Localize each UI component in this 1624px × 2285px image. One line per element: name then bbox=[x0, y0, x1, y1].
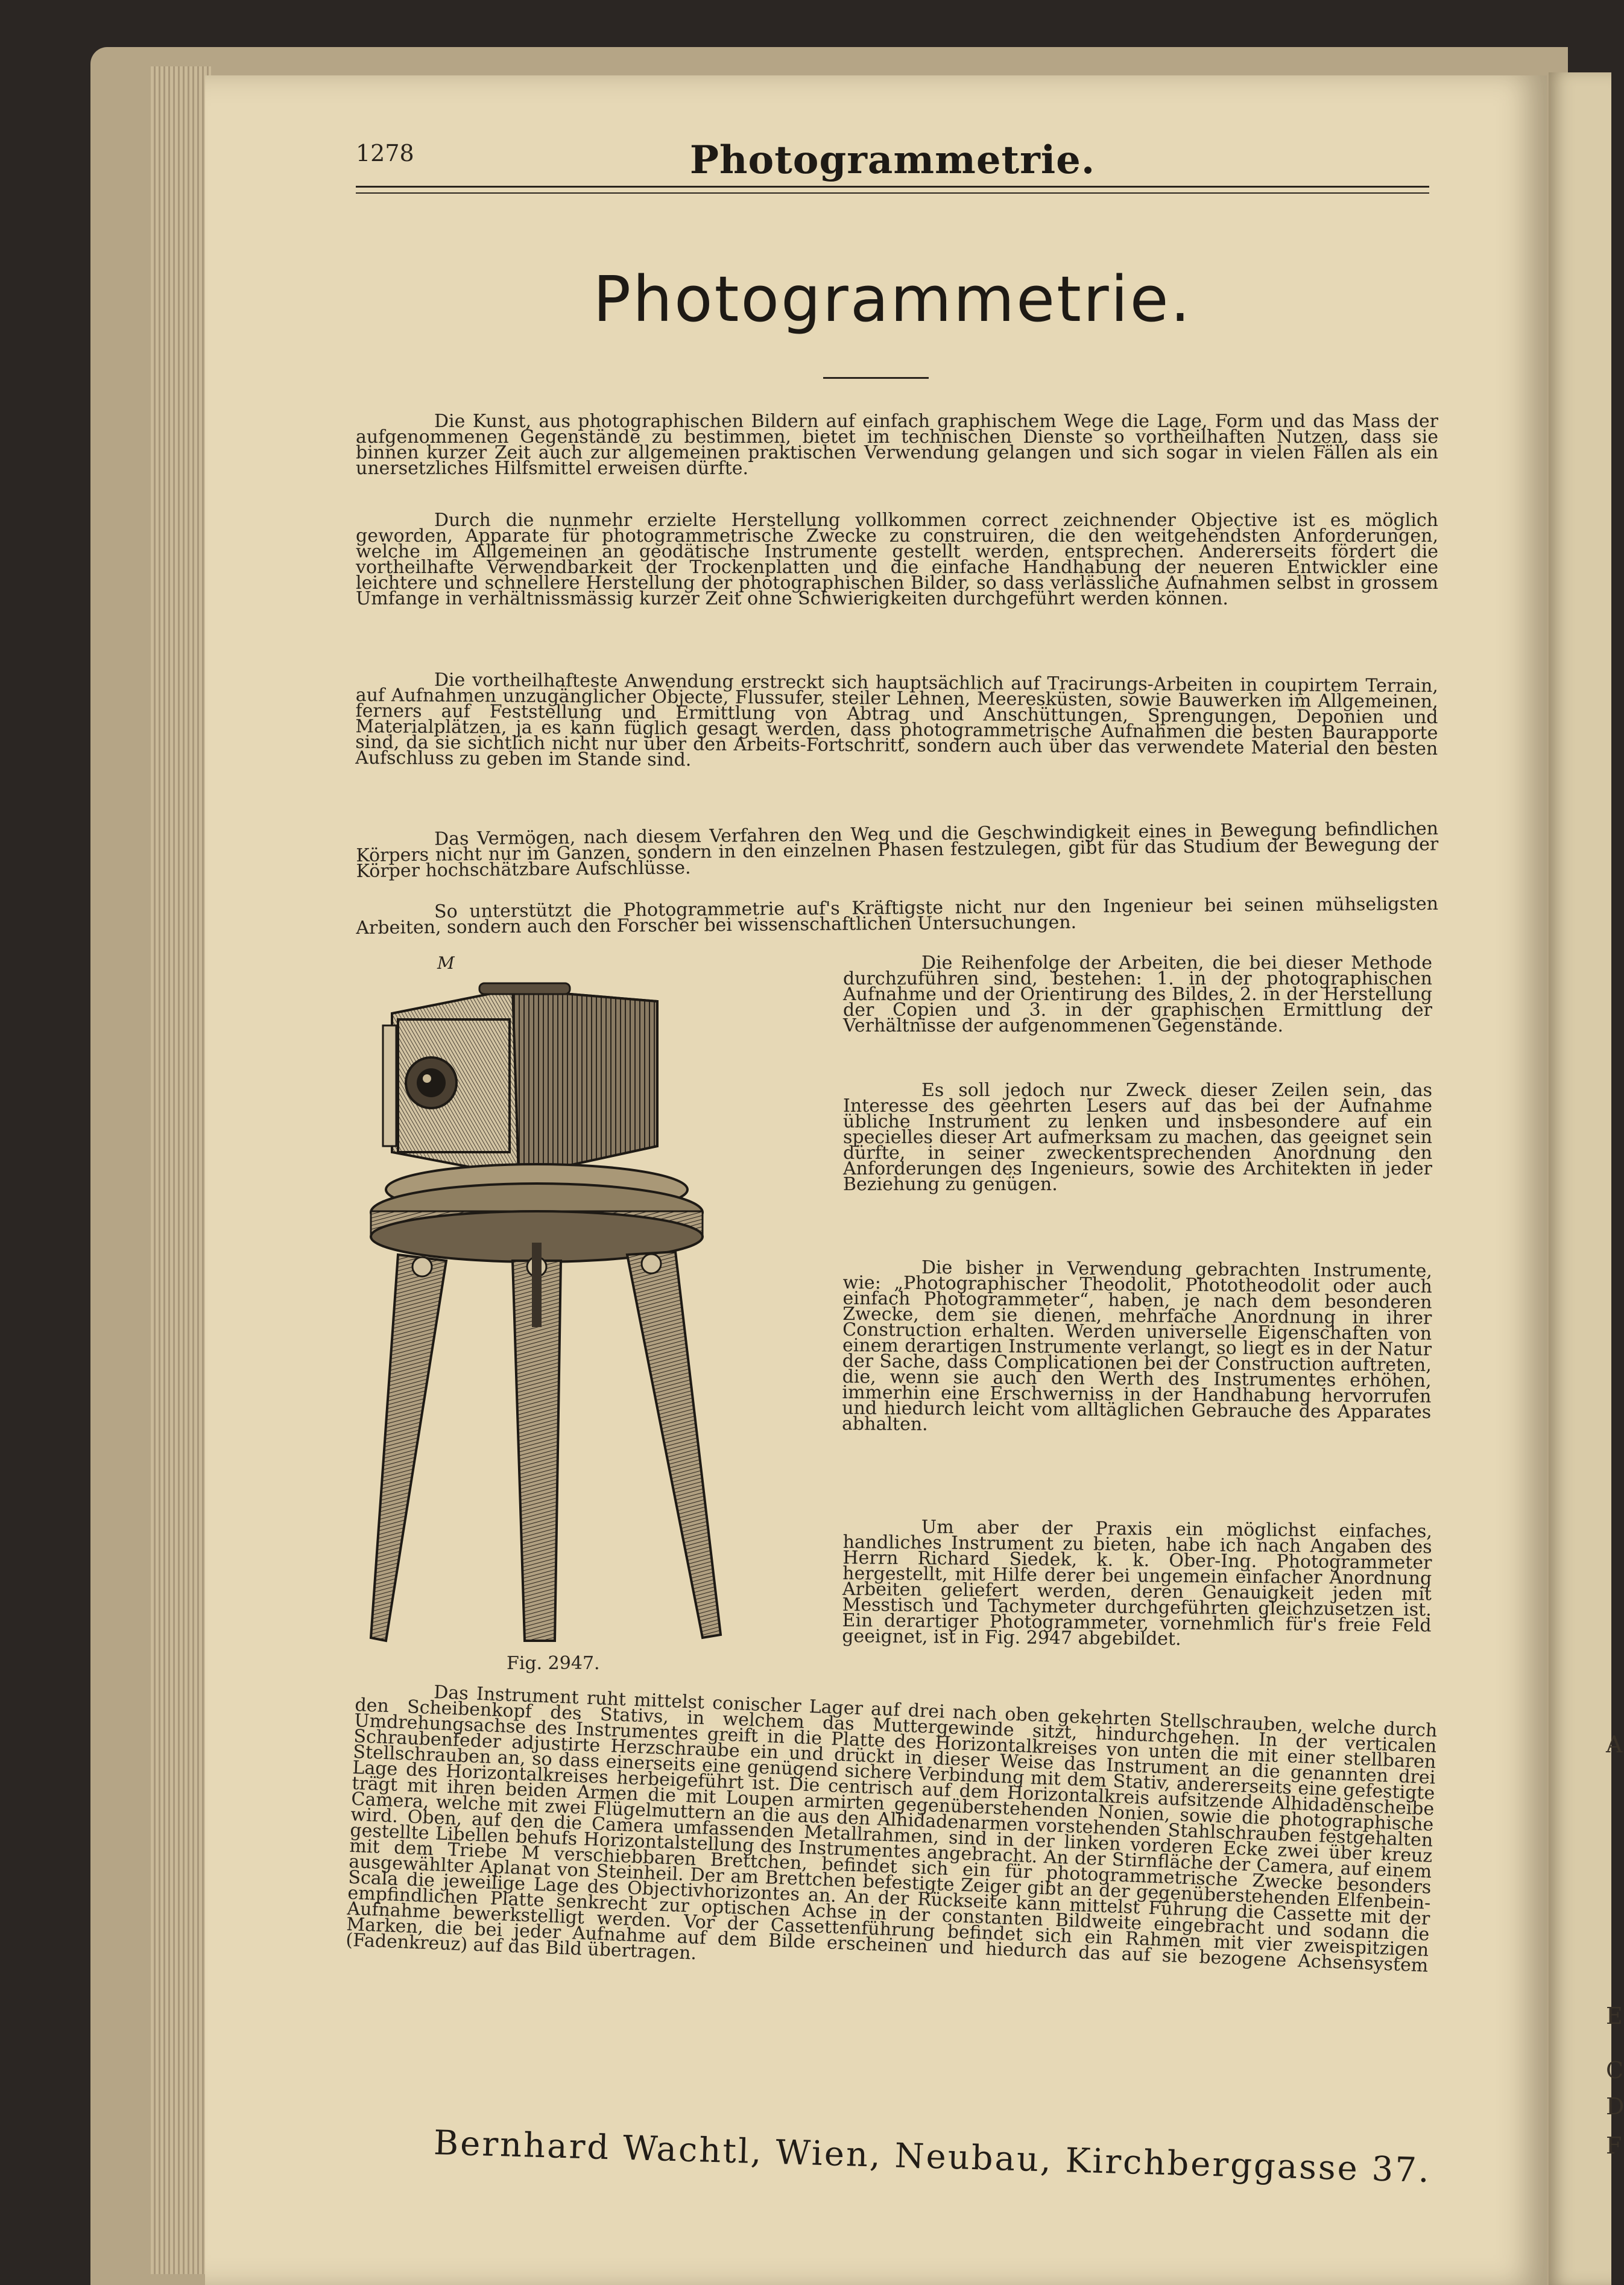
paragraph: So unterstützt die Photogrammetrie auf's Kräftigste nicht nur den Ingenieur bei seinen mühseligsten Arbeiten, sondern auch den Forscher bei wissenschaftlichen Untersuchungen. bbox=[356, 893, 1439, 939]
running-title: Photogrammetrie. bbox=[689, 138, 1096, 183]
adjacent-margin-letter: F bbox=[1606, 2132, 1622, 2159]
figure bbox=[374, 953, 766, 1674]
adjacent-margin-letter: C bbox=[1606, 2057, 1624, 2084]
page-edges bbox=[151, 66, 211, 2274]
page-number: 1278 bbox=[356, 140, 414, 166]
paragraph: Um aber der Praxis ein möglichst einfaches, handliches Instrument zu bieten, habe ich nach Angaben des Herrn Richard Siedek, k. k. Ober-Ing. Photogrammeter hergestellt, mit Hilfe derer bei ungemein einfacher Anordnung Arbeiten geliefert werden, deren Genauigkeit jeden mit Messtisch und Tachymeter durchgeführten gleichzusetzen ist. Ein derartiger Photogrammeter, vornehmlich für's freie Feld geeignet, ist in Fig. 2947 abgebildet. bbox=[842, 1516, 1433, 1650]
camera-tripod-illustration bbox=[374, 977, 766, 1647]
adjacent-margin-letter: A bbox=[1606, 1731, 1623, 1758]
paragraph: Die Kunst, aus photographischen Bildern auf einfach graphischem Wege die Lage, Form und das Mass der aufgenommenen Gegenstände zu bestimmen, bietet im technischen Dienste so vortheilhaften Nutzen, dass sie binnen kurzer Zeit auch zur allgemeinen praktischen Verwendung gelangen und sich sogar in vielen Fällen als ein unersetzliches Hilfsmittel erweisen dürfte. bbox=[356, 411, 1438, 479]
adjacent-margin-letter: D bbox=[1606, 2093, 1624, 2120]
adjacent-margin-letter: E bbox=[1606, 2003, 1623, 2029]
header-rule bbox=[356, 186, 1429, 194]
paragraph: Es soll jedoch nur Zweck dieser Zeilen sein, das Interesse des geehrten Lesers auf das bei der Aufnahme übliche Instrument zu lenken und insbesondere auf ein specielles dieser Art aufmerksam zu machen, das geeignet sein dürfte, in seiner zweckentsprechenden Anordnung den Anforderungen des Ingenieurs, sowie des Architekten in jeder Beziehung zu genügen. bbox=[843, 1080, 1432, 1195]
paragraph: Das Instrument ruht mittelst conischer Lager auf drei nach oben gekehrten Stellschrauben, welche durch den Scheibenkopf des Stativs, in welchem das Muttergewinde sitzt, hindurchgehen. In der verticalen Umdrehungsachse des Instrumentes greift in die Platte des Horizontalkreises von unten die mit einer stellbaren Schraubenfeder adjustirte Herzschraube ein und drückt in dieser Weise das Instrument an die genannten drei Stellschrauben an, so dass einerseits eine genügend sichere Verbindung mit dem Stativ, andererseits eine gefestigte Lage des Horizontalkreises herbeigeführt ist. Die centrisch auf dem Horizontalkreis aufsitzende Alhidadenscheibe trägt mit ihren beiden Armen die mit Loupen armirten gegenüberstehenden Nonien, sowie die photographische Camera, welche mit zwei Flügelmuttern an die aus den Alhidadenarmen vorstehenden Stahlschrauben festgehalten wird. Oben, auf den die Camera umfassenden Metallrahmen, sind in der linken vorderen Ecke zwei über kreuz gestellte Libellen behufs Horizontalstellung des Instrumentes angebracht. An der Stirnfläche der Camera, auf einem mit dem Triebe M verschiebbaren Brettchen, befindet sich ein für photogrammetrische Zwecke besonders ausgewählter Aplanat von Steinheil. Der am Brettchen befestigte Zeiger gibt an der gegenüberstehenden Elfenbein-Scala die jeweilige Lage des Objectivhorizontes an. An der Rückseite kann mittelst Führung die Cassette mit der empfindlichen Platte senkrecht zur optischen Achse in der constanten Bildweite eingebracht und sodann die Aufnahme bewerkstelligt werden. Vor der Cassettenführung befindet sich ein Rahmen mit vier zweispitzigen Marken, die bei jeder Aufnahme auf dem Bilde erscheinen und hiedurch das auf sie bezogene Achsensystem (Fadenkreuz) auf das Bild übertragen. bbox=[345, 1681, 1438, 1977]
elfenbein-scale bbox=[383, 1025, 396, 1146]
publisher-imprint: Bernhard Wachtl, Wien, Neubau, Kirchberggasse 37. bbox=[433, 2123, 1432, 2191]
paragraph: Die vortheilhafteste Anwendung erstreckt sich hauptsächlich auf Tracirungs-Arbeiten in coupirtem Terrain, auf Aufnahmen unzugänglicher Objecte, Flussufer, steiler Lehnen, Meeresküsten, sowie Bauwerken im Allgemeinen, ferners auf Feststellung und Ermittlung von Abtrag und Anschüttungen, Sprengungen, Deponien und Materialplätzen, ja es kann füglich gesagt werden, dass photogrammetrische Aufnahmen die besten Baurapporte sind, da sie sichtlich nicht nur über den Arbeits-Fortschritt, sondern auch über das verwendete Material den besten Aufschluss zu geben im Stande sind. bbox=[355, 669, 1438, 771]
lens bbox=[406, 1057, 457, 1108]
paragraph: Das Vermögen, nach diesem Verfahren den Weg und die Geschwindigkeit eines in Bewegung befindlichen Körpers nicht nur im Ganzen, sondern in den einzelnen Phasen festzulegen, gibt für das Studium der Bewegung der Körper hochschätzbare Aufschlüsse. bbox=[356, 818, 1439, 882]
tripod-legs bbox=[371, 1243, 721, 1641]
adjacent-page bbox=[1549, 72, 1624, 2285]
article-title: Photogrammetrie. bbox=[593, 262, 1192, 336]
paragraph: Die Reihenfolge der Arbeiten, die bei dieser Methode durchzuführen sind, bestehen: 1. in der photographischen Aufnahme und der Orientirung des Bildes, 2. in der Herstellung der Copien und 3. in der graphischen Ermittlung der Verhältnisse der aufgenommenen Gegenstände. bbox=[843, 952, 1432, 1036]
paragraph: Die bisher in Verwendung gebrachten Instrumente, wie: „Photographischer Theodolit, Phototheodolit oder auch einfach Photogrammeter“, haben, je nach dem besonderen Zwecke, dem sie dienen, mehrfache Anordnung in ihrer Construction erhalten. Werden universelle Eigenschaften von einem derartigen Instrumente verlangt, so liegt es in der Natur der Sache, dass Complicationen bei der Construction auftreten, die, wenn sie auch den Werth des Instrumentes erhöhen, immerhin eine Erschwerniss in der Handhabung hervorrufen und hiedurch leicht vom alltäglichen Gebrauche des Apparates abhalten. bbox=[841, 1257, 1433, 1435]
paragraph: Durch die nunmehr erzielte Herstellung vollkommen correct zeichnender Objective ist es möglich geworden, Apparate für photogrammetrische Zwecke zu construiren, die den weitgehendsten Anforderungen, welche im Allgemeinen an geodätische Instrumente gestellt werden, entsprechen. Andererseits fördert die vortheilhafte Verwendbarkeit der Trockenplatten und die einfache Handhabung der neueren Entwickler eine leichtere und schnellere Herstellung der photographischen Bilder, so dass verlässliche Aufnahmen selbst in grossem Umfange in verhältnissmässig kurzer Zeit ohne Schwierigkeiten durchgeführt werden können. bbox=[356, 510, 1438, 609]
figure-label-letter: M bbox=[437, 953, 455, 973]
figure-caption: Fig. 2947. bbox=[507, 1653, 600, 1674]
running-head bbox=[356, 138, 1429, 192]
title-rule bbox=[823, 377, 929, 379]
